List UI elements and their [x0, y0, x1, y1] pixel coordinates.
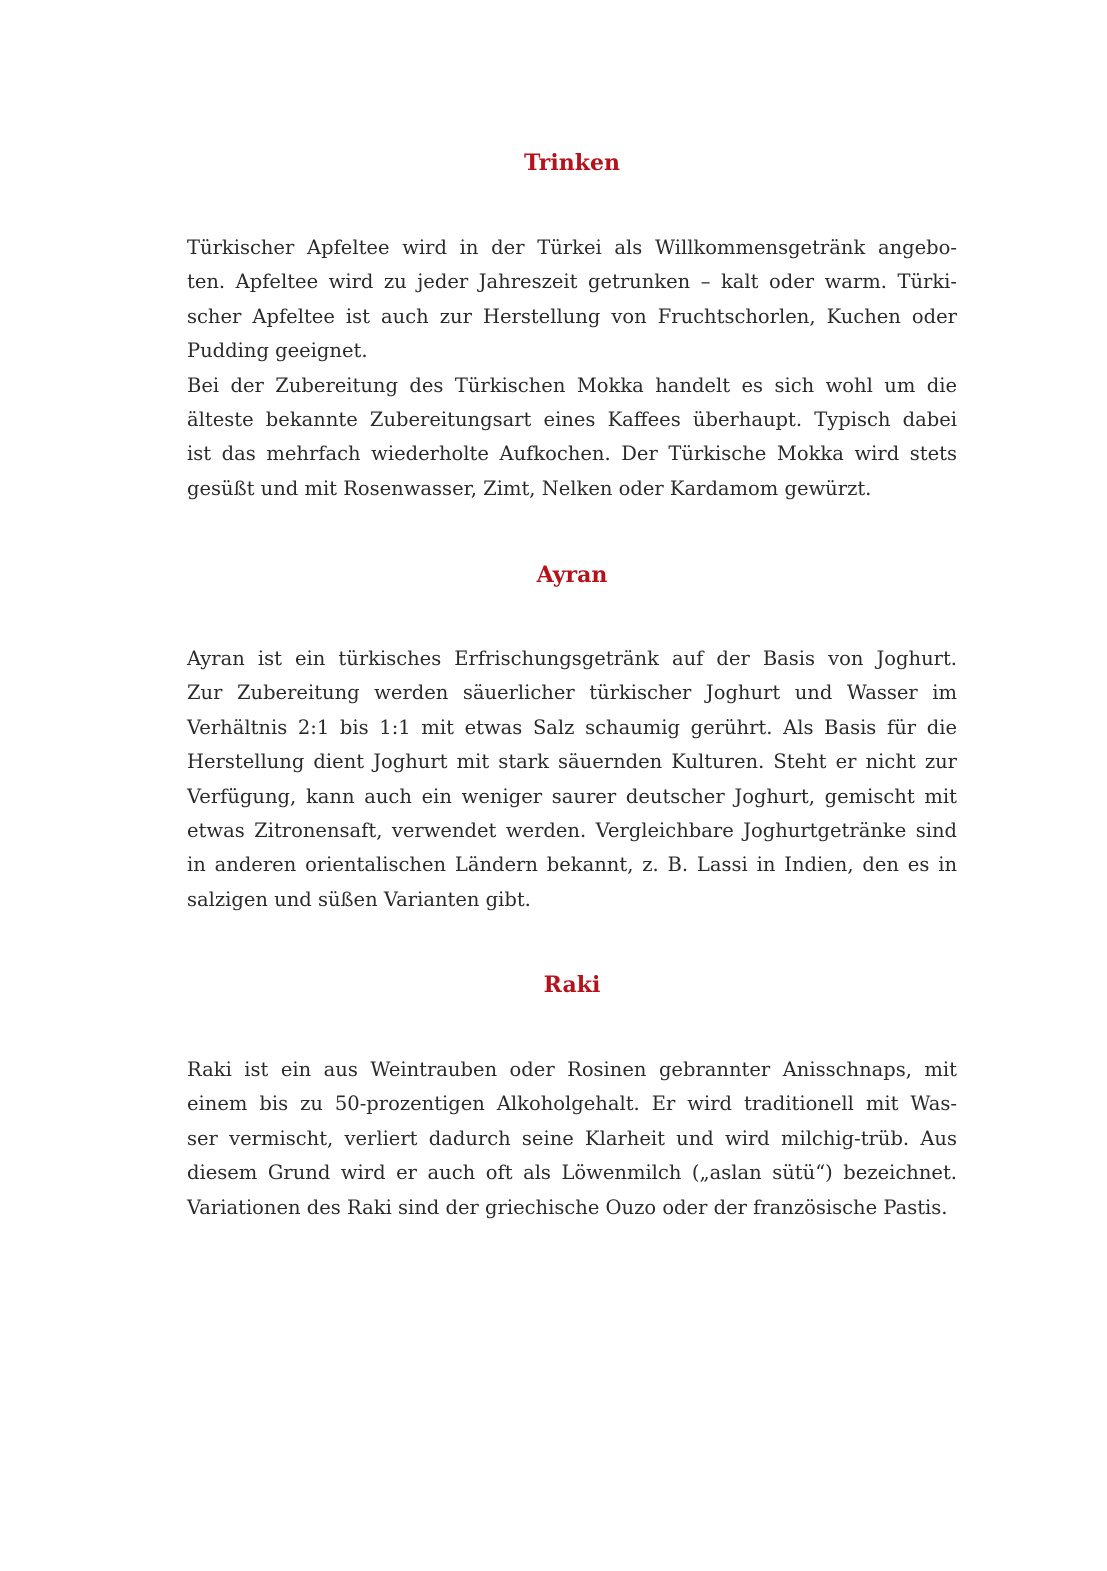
- section-heading: Raki: [543, 972, 601, 998]
- section-heading: Trinken: [524, 150, 620, 176]
- text-line: älteste bekannte Zubereitungsart eines Kaffees überhaupt. Typisch dabei: [187, 408, 957, 432]
- section-ayran: [187, 560, 957, 917]
- text-line: gesüßt und mit Rosenwasser, Zimt, Nelken oder Kardamom gewürzt.: [187, 476, 872, 500]
- text-line: Verhältnis 2:1 bis 1:1 mit etwas Salz schaumig gerührt. Als Basis für die: [187, 715, 957, 739]
- text-line: ser vermischt, verliert dadurch seine Klarheit und wird milchig-trüb. Aus: [187, 1126, 957, 1150]
- section-paragraph: [187, 231, 957, 506]
- text-line: ist das mehrfach wiederholte Aufkochen. Der Türkische Mokka wird stets: [187, 442, 957, 466]
- text-line: in anderen orientalischen Ländern bekannt, z. B. Lassi in Indien, den es in: [187, 853, 957, 877]
- text-line: scher Apfeltee ist auch zur Herstellung von Fruchtschorlen, Kuchen oder: [187, 304, 957, 328]
- text-line: Türkischer Apfeltee wird in der Türkei als Willkommensgetränk angebo-: [187, 236, 957, 259]
- text-line: einem bis zu 50-prozentigen Alkoholgehalt. Er wird traditionell mit Was-: [187, 1092, 957, 1116]
- text-line: Pudding geeignet.: [187, 339, 368, 363]
- text-line: salzigen und süßen Varianten gibt.: [187, 887, 531, 911]
- text-line: Raki ist ein aus Weintrauben oder Rosinen gebrannter Anisschnaps, mit: [187, 1058, 957, 1081]
- section-raki: [187, 970, 957, 1225]
- section-trinken: [187, 148, 957, 506]
- section-paragraph: [187, 1053, 957, 1225]
- section-heading: Ayran: [536, 562, 608, 588]
- text-line: Herstellung dient Joghurt mit stark säuernden Kulturen. Steht er nicht zur: [187, 750, 957, 774]
- text-line: etwas Zitronensaft, verwendet werden. Vergleichbare Joghurtgetränke sind: [187, 819, 957, 843]
- section-paragraph: [187, 642, 957, 917]
- text-line: Verfügung, kann auch ein weniger saurer deutscher Joghurt, gemischt mit: [187, 784, 957, 808]
- text-line: Bei der Zubereitung des Türkischen Mokka handelt es sich wohl um die: [187, 373, 957, 397]
- text-line: Variationen des Raki sind der griechische Ouzo oder der französische Pastis.: [187, 1195, 948, 1219]
- text-line: Ayran ist ein türkisches Erfrischungsgetränk auf der Basis von Joghurt.: [187, 647, 957, 670]
- text-line: Zur Zubereitung werden säuerlicher türkischer Joghurt und Wasser im: [187, 681, 957, 705]
- text-line: diesem Grund wird er auch oft als Löwenmilch („aslan sütü“) bezeichnet.: [187, 1161, 957, 1185]
- text-line: ten. Apfeltee wird zu jeder Jahreszeit getrunken – kalt oder warm. Türki-: [187, 270, 957, 294]
